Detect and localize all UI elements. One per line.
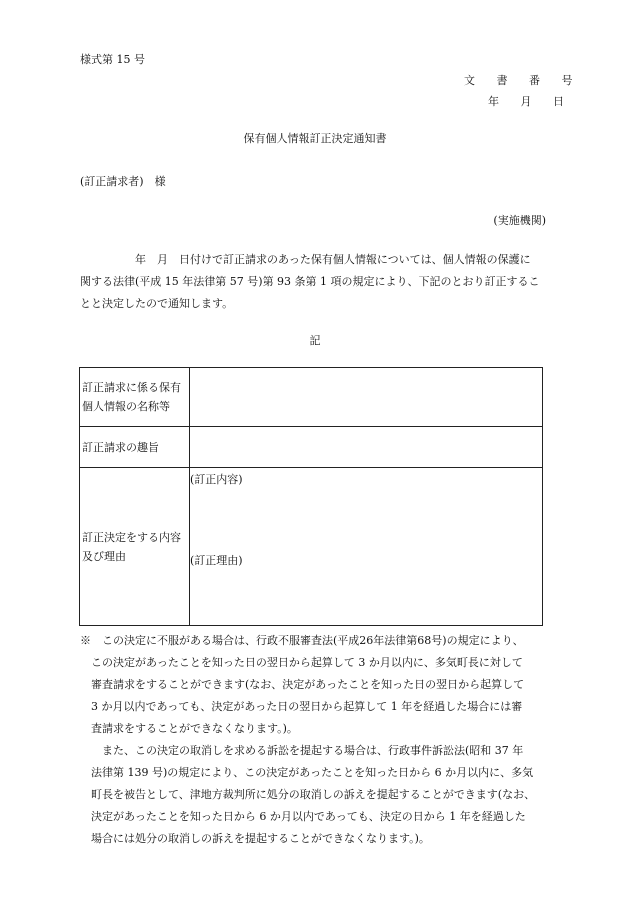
document-title: 保有個人情報訂正決定通知書 (243, 132, 387, 145)
body-line: 関する法律(平成 15 年法律第 57 号)第 93 条第 1 項の規定により、下記のとおり訂正するこ (80, 275, 540, 288)
notes-line: 町長を被告として、津地方裁判所に処分の取消しの訴えを提起することができます(なお、 (80, 788, 536, 801)
notes-line: ※ この決定に不服がある場合は、行政不服審査法(平成26年法律第68号)の規定により、 (80, 634, 524, 647)
notes-line: 法律第 139 号)の規定により、この決定があったことを知った日から 6 か月以内に、多気 (80, 766, 534, 779)
info-name-label (80, 368, 190, 427)
label-line: 訂正請求に係る保有 (82, 381, 181, 394)
table-row (80, 368, 543, 427)
correction-content-label: (訂正内容) (190, 473, 243, 486)
decision-content-label (80, 468, 190, 626)
label-line: 個人情報の名称等 (82, 400, 170, 413)
request-purpose-value (190, 427, 543, 468)
body-line: とと決定したので通知します。 (80, 297, 234, 310)
notes (80, 630, 550, 850)
notes-line: 決定があったことを知った日から 6 か月以内であっても、決定の日から 1 年を経過した (80, 810, 526, 823)
label-line: 及び理由 (82, 549, 126, 563)
correction-table (79, 367, 543, 626)
body-line: 年 月 日付けで訂正請求のあった保有個人情報については、個人情報の保護に (80, 253, 531, 266)
notes-line: 3 か月以内であっても、決定があった日の翌日から起算して 1 年を経過した場合には審 (80, 700, 523, 713)
form-number: 様式第 15 号 (80, 53, 145, 66)
notes-line: 場合には処分の取消しの訴えを提起することができなくなります。)。 (80, 832, 430, 845)
document-number-label: 文 書 番 号 (464, 74, 582, 87)
date-label: 年 月 日 (488, 95, 573, 108)
ki-heading: 記 (309, 334, 321, 347)
notes-line: 査請求をすることができなくなります。)。 (80, 722, 298, 735)
body-paragraph (80, 249, 546, 315)
table-row (80, 427, 543, 468)
notes-line: 審査請求をすることができます(なお、決定があったことを知った日の翌日から起算して (80, 678, 525, 691)
decision-content-value (190, 468, 543, 626)
notes-line: また、この決定の取消しを求める訴訟を提起する場合は、行政事件訴訟法(昭和 37 年 (80, 744, 524, 757)
implementing-agency: (実施機関) (493, 214, 546, 227)
addressee: (訂正請求者) 様 (80, 175, 166, 188)
request-purpose-label: 訂正請求の趣旨 (80, 427, 190, 468)
table-row (80, 468, 543, 626)
correction-reason-label: (訂正理由) (190, 554, 243, 567)
label-line: 訂正決定をする内容 (82, 530, 181, 544)
notes-line: この決定があったことを知った日の翌日から起算して 3 か月以内に、多気町長に対して (80, 656, 523, 669)
info-name-value (190, 368, 543, 427)
